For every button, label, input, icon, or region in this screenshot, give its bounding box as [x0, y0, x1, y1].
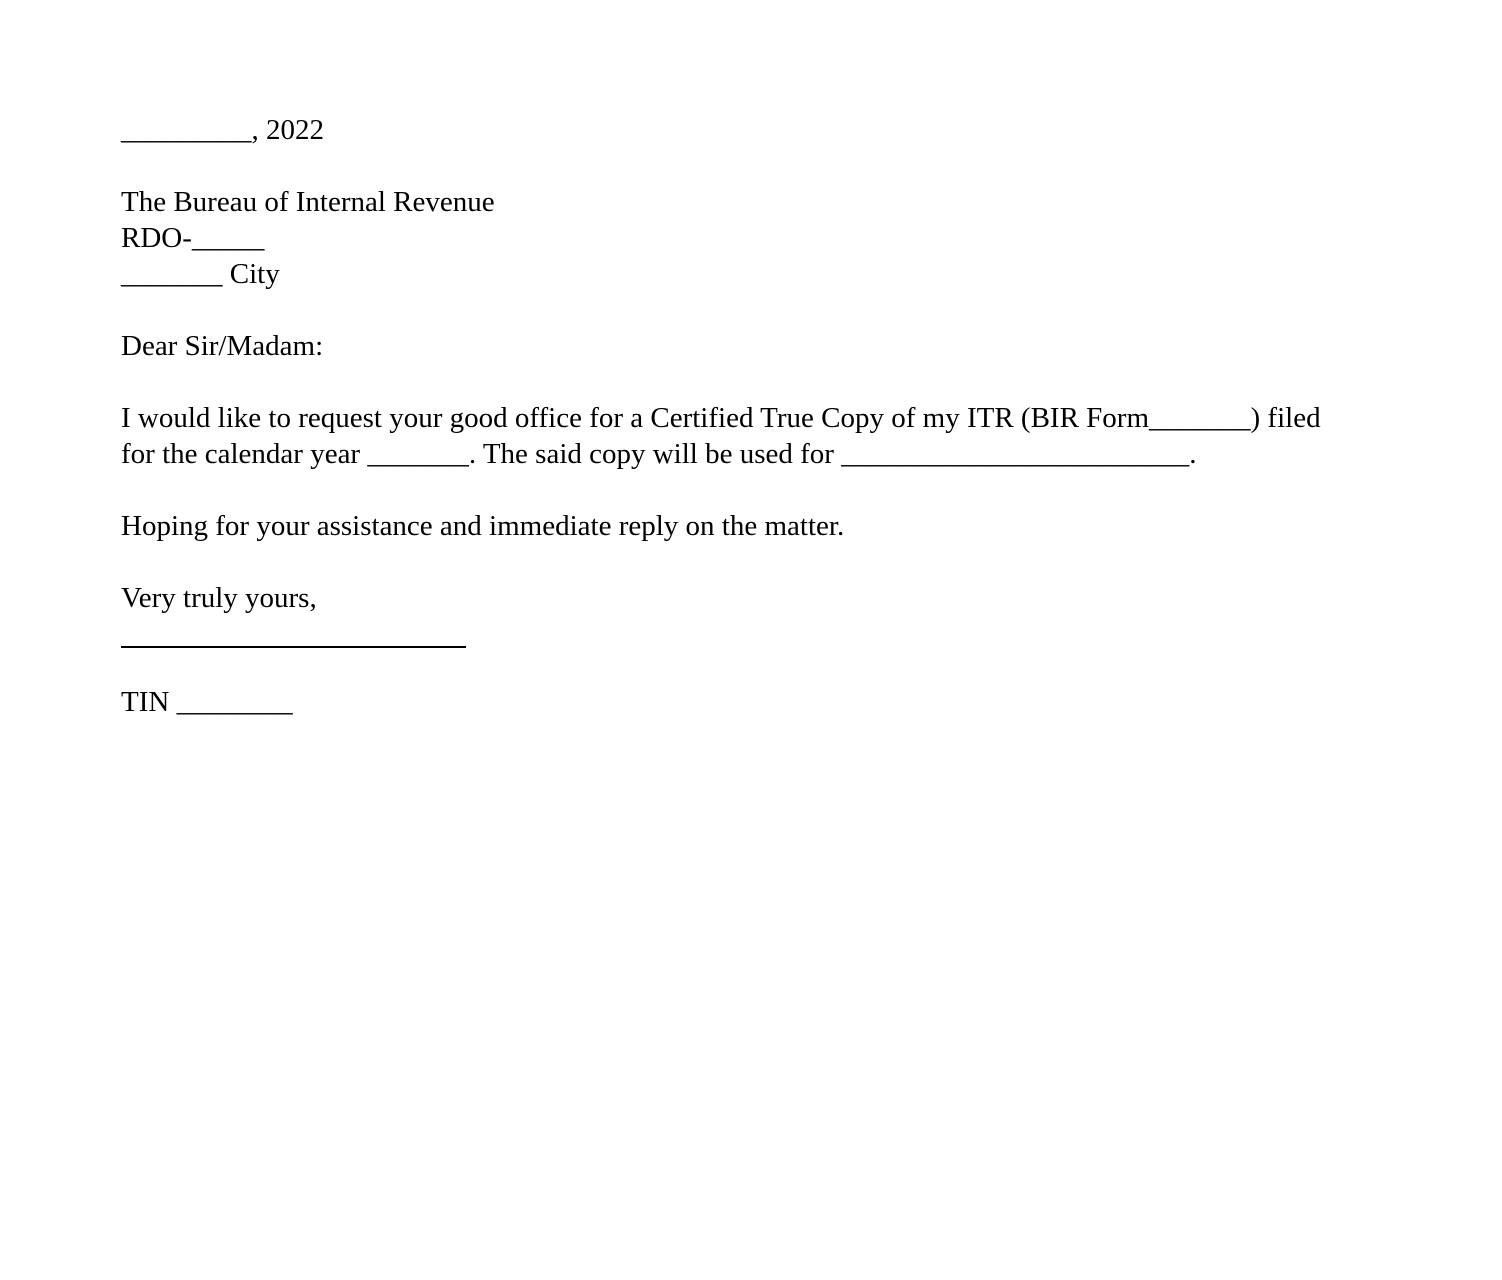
addressee-rdo: RDO-_____ — [121, 222, 265, 254]
body-line-1: I would like to request your good office for a Certified True Copy of my ITR (BIR Form_______) filed — [121, 402, 1321, 434]
spacer — [121, 148, 1441, 184]
tin-line: TIN ________ — [121, 686, 293, 718]
letter-page — [121, 112, 1441, 720]
addressee-city: _______ City — [121, 258, 280, 290]
body-line-2: for the calendar year _______. The said copy will be used for ________________________. — [121, 438, 1197, 470]
spacer — [121, 648, 1441, 684]
body-paragraph — [121, 400, 1441, 472]
complimentary-close: Very truly yours, — [121, 582, 317, 614]
salutation: Dear Sir/Madam: — [121, 330, 324, 362]
addressee-block — [121, 184, 1441, 292]
date-line: _________, 2022 — [121, 114, 324, 146]
spacer — [121, 544, 1441, 580]
spacer — [121, 364, 1441, 400]
spacer — [121, 292, 1441, 328]
closing-request: Hoping for your assistance and immediate reply on the matter. — [121, 510, 845, 542]
addressee-name: The Bureau of Internal Revenue — [121, 186, 495, 218]
spacer — [121, 472, 1441, 508]
